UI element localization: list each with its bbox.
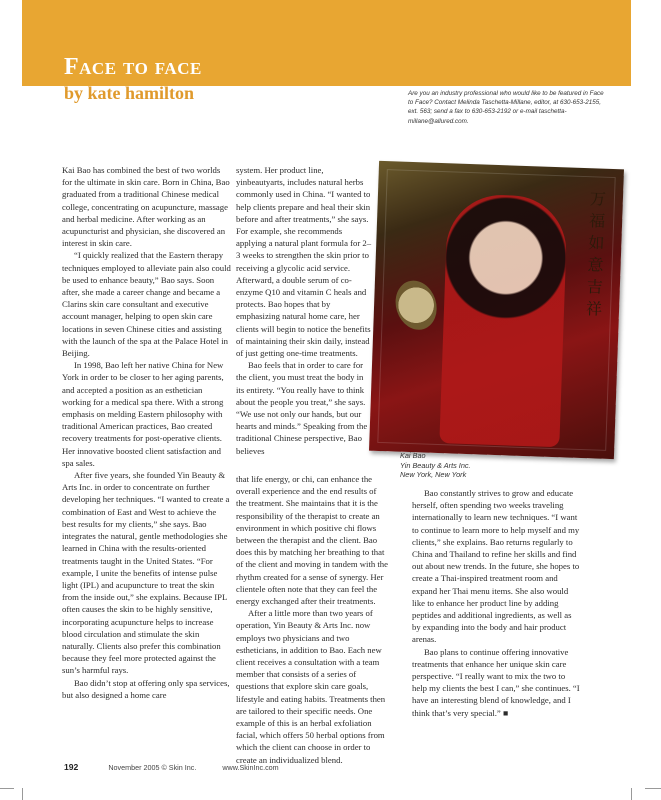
article-column-1 — [62, 164, 232, 701]
paragraph: After five years, she founded Yin Beauty & Arts Inc. in order to concentrate on further developing her techniques. “I wanted to create a combination of East and West to achieve the best results for my clients,” she says. Bao integrates the natural, gentle methodologies she learned in China with the results-oriented treatments taught in the United States. “For example, I unite the benefits of intense pulse light (IPL) and acupuncture to treat the skin from the inside out,” she explains. Because IPL often causes the skin to be highly sensitive, incorporating acupuncture helps to increase blood circulation and stimulate the skin naturally. Clients also prefer this combination because they feel more protected against the sun’s harmful rays. — [62, 470, 230, 676]
figure-shape — [439, 193, 568, 447]
article-column-3 — [412, 487, 582, 719]
author-byline: by kate hamilton — [64, 83, 195, 103]
paragraph: Bao constantly strives to grow and educate herself, often spending two weeks traveling internationally to learn new techniques. “I want to continue to learn more to help myself and my clients,” she explains. Bao returns regularly to China and Thailand to refine her skills and find out about new trends. In the future, she hopes to create a Thai-inspired treatment room and expand her Thai menu items. She also would like to enhance her product line by adding peptides and additional ingredients, as well as by expanding into the body and hair product arenas. — [412, 488, 580, 645]
caption-location: New York, New York — [400, 470, 467, 480]
crop-mark — [22, 788, 23, 800]
calligraphy-scroll: 万福如意吉祥 — [585, 189, 607, 319]
paragraph: After a little more than two years of operation, Yin Beauty & Arts Inc. now employs two physicians and two estheticians, in addition to Bao. Each new client receives a consultation with a team member that consists of a series of questions that explore skin care goals, lifestyle and eating habits. Treatments then are tailored to their specific needs. One example of this is an herbal exfoliation facial, which offers 50 herbal options from which the client can choose in order to create an individualized blend. — [236, 608, 386, 765]
article-column-2-bottom — [236, 473, 388, 766]
paragraph: In 1998, Bao left her native China for New York in order to be closer to her aging parents, and accepted a position as an esthetician working for a medical spa there. With a strong emphasis on melding Eastern philosophy with traditional American practices, Bao created recovery treatments for post-operative clients. Her innovative boosted client satisfaction and spa sales. — [62, 360, 224, 468]
crop-mark — [645, 788, 661, 789]
page-number: 192 — [64, 762, 79, 772]
paragraph: system. Her product line, yinbeautyarts, includes natural herbs commonly used in China. “I wanted to help clients prepare and heal their skin before and after treatments,” she says. For example, she recommends applying a natural plant formula for 2–3 weeks to strengthen the skin prior to receiving a glycolic acid service. Afterward, a double serum of co-enzyme Q10 and vitamin C heals and protects. Bao hopes that by emphasizing natural home care, her clients will begin to notice the benefits of maintaining their skin daily, instead of just getting one-time treatments. — [236, 165, 372, 359]
crop-mark — [0, 788, 14, 789]
paragraph: Bao didn’t stop at offering only spa services, but also designed a home care — [62, 677, 230, 700]
photo-caption — [400, 451, 471, 480]
paragraph: “I quickly realized that the Eastern therapy techniques employed to alleviate pain also could be used to enhance beauty,” Bao says. Soon after, she made a career change and became a Clarins skin care consultant and executive account manager, helping to open skin care locations in seven Chinese cities and assisting with the launch of the spa at the Palace Hotel in Beijing. — [62, 250, 231, 359]
caption-company: Yin Beauty & Arts Inc. — [400, 460, 471, 470]
caption-name: Kai Bao — [400, 451, 426, 460]
promo-note: Are you an industry professional who would like to be featured in Face to Face? Contact Melinda Taschetta-Millane, editor, at 630-653-2155, ext. 563; send a fax to 630-653-2192 or e-mail taschetta-millane@allured.com. — [408, 90, 604, 125]
website-link: www.SkinInc.com — [222, 763, 279, 772]
article-column-2 — [236, 164, 372, 457]
portrait-photo-icon — [369, 161, 624, 459]
page-title: Face to face — [64, 54, 202, 80]
crop-mark — [631, 788, 632, 800]
paragraph: Kai Bao has combined the best of two worlds for the ultimate in skin care. Born in China, Bao graduated from a traditional Chinese medical college, concentrating on acupuncture, massage and herbal medicine. After working as an acupuncturist and physician, she discovered an interest in skin care. — [62, 165, 230, 249]
issue-info: November 2005 © Skin Inc. — [108, 763, 197, 772]
paragraph: Bao plans to continue offering innovative treatments that enhance her unique skin care perspective. “I really want to mix the two to help my clients the best I can,” she continues. “I have an interesting blend of knowledge, and I think that’s very special.” ■ — [412, 646, 580, 718]
page-footer — [64, 762, 279, 772]
paragraph: that life energy, or chi, can enhance the overall experience and the end results of the treatment. She maintains that it is the responsibility of the therapist to create an environment in which positive chi flows between the therapist and the client. Bao does this by matching her breathing to that of the client and moving in tandem with the rhythm created for a sense of synergy. Her clientele often note that they can feel the energy exchanged after their treatments. — [236, 474, 388, 607]
paragraph: Bao feels that in order to care for the client, you must treat the body in its entirety. “You really have to think about the people you treat,” she says. “We use not only our hands, but our hearts and minds.” Speaking from the traditional Chinese perspective, Bao believes — [236, 360, 368, 456]
